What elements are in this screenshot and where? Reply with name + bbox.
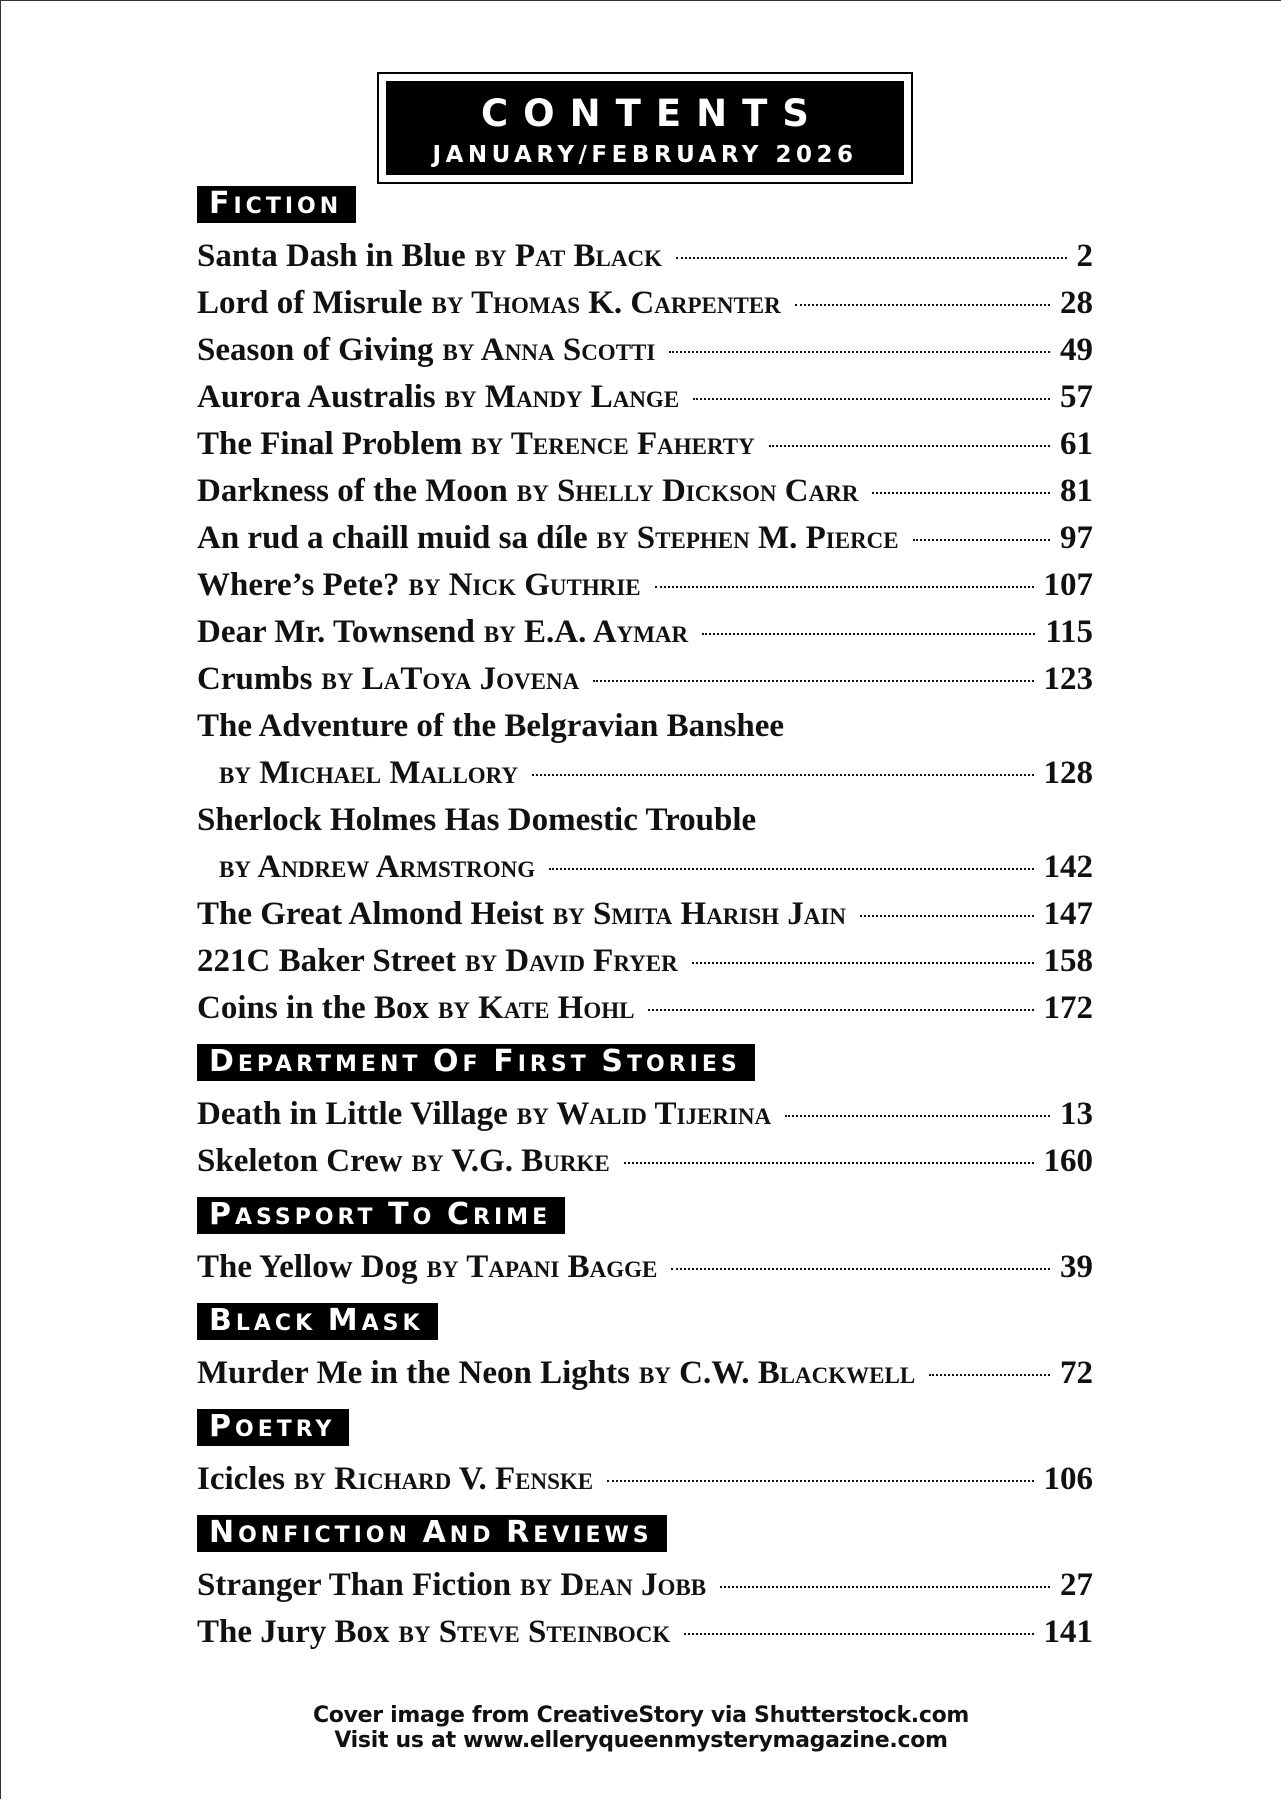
story-title: Murder Me in the Neon Lights xyxy=(197,1355,630,1391)
story-author: by Stephen M. Pierce xyxy=(596,520,899,556)
page-number: 27 xyxy=(1060,1567,1093,1603)
page-number: 97 xyxy=(1060,520,1093,556)
toc-entry[interactable] xyxy=(197,656,1093,703)
story-title: Dear Mr. Townsend xyxy=(197,614,475,650)
dot-leader xyxy=(702,633,1035,635)
dot-leader xyxy=(860,915,1034,917)
toc-entry-author-line[interactable] xyxy=(197,750,1093,797)
toc-entry[interactable] xyxy=(197,468,1093,515)
section-label-first-stories: DEPARTMENT OF FIRST STORIES xyxy=(197,1044,755,1081)
section-label-black-mask: BLACK MASK xyxy=(197,1303,438,1340)
page-number: 2 xyxy=(1076,238,1093,274)
story-title: Darkness of the Moon xyxy=(197,473,508,509)
story-author: by Walid Tijerina xyxy=(516,1096,772,1132)
section-gap xyxy=(197,1552,1093,1562)
page-number: 13 xyxy=(1060,1096,1093,1132)
story-author: by E.A. Aymar xyxy=(483,614,689,650)
story-author: by V.G. Burke xyxy=(411,1143,610,1179)
story-author: by Michael Mallory xyxy=(219,755,519,791)
page-number: 128 xyxy=(1043,755,1093,791)
story-author: by David Fryer xyxy=(465,943,678,979)
dot-leader xyxy=(720,1586,1050,1588)
dot-leader xyxy=(769,445,1050,447)
toc-entry[interactable] xyxy=(197,891,1093,938)
page-number: 142 xyxy=(1043,849,1093,885)
dot-leader xyxy=(693,398,1050,400)
dot-leader xyxy=(684,1633,1033,1635)
page-number: 106 xyxy=(1043,1461,1093,1497)
toc-entry[interactable] xyxy=(197,1609,1093,1656)
toc-entry-title-line[interactable] xyxy=(197,797,1093,844)
story-author: by Pat Black xyxy=(474,238,663,274)
page-number: 123 xyxy=(1043,661,1093,697)
section-gap xyxy=(197,1185,1093,1197)
dot-leader xyxy=(607,1480,1033,1482)
story-author: by Kate Hohl xyxy=(437,990,635,1026)
toc-entry[interactable] xyxy=(197,1350,1093,1397)
story-author: by Mandy Lange xyxy=(444,379,680,415)
story-author: by Thomas K. Carpenter xyxy=(431,285,781,321)
toc-entry[interactable] xyxy=(197,515,1093,562)
page-number: 39 xyxy=(1060,1249,1093,1285)
section-gap xyxy=(197,1234,1093,1244)
story-title: The Yellow Dog xyxy=(197,1249,418,1285)
contents-header xyxy=(377,72,913,184)
story-author: by Richard V. Fenske xyxy=(293,1461,594,1497)
story-title: Death in Little Village xyxy=(197,1096,508,1132)
table-of-contents xyxy=(197,186,1093,1656)
page-number: 57 xyxy=(1060,379,1093,415)
section-gap xyxy=(197,1340,1093,1350)
toc-entry[interactable] xyxy=(197,421,1093,468)
section-label-fiction: FICTION xyxy=(197,186,356,223)
story-title: The Final Problem xyxy=(197,426,463,462)
dot-leader xyxy=(593,680,1033,682)
dot-leader xyxy=(532,774,1033,776)
story-author: by C.W. Blackwell xyxy=(638,1355,916,1391)
section-gap xyxy=(197,1503,1093,1515)
story-author: by Shelly Dickson Carr xyxy=(516,473,859,509)
toc-entry[interactable] xyxy=(197,233,1093,280)
footer xyxy=(0,1703,1282,1753)
story-author: by Tapani Bagge xyxy=(426,1249,658,1285)
story-title: Crumbs xyxy=(197,661,313,697)
page-number: 160 xyxy=(1043,1143,1093,1179)
story-author: by Anna Scotti xyxy=(442,332,656,368)
page-number: 141 xyxy=(1043,1614,1093,1650)
dot-leader xyxy=(795,304,1050,306)
dot-leader xyxy=(648,1009,1033,1011)
page-number: 107 xyxy=(1043,567,1093,603)
section-gap xyxy=(197,1397,1093,1409)
toc-entry[interactable] xyxy=(197,1456,1093,1503)
section-label-poetry: POETRY xyxy=(197,1409,349,1446)
page-number: 172 xyxy=(1043,990,1093,1026)
page-number: 49 xyxy=(1060,332,1093,368)
story-title: Coins in the Box xyxy=(197,990,429,1026)
cover-credit: Cover image from CreativeStory via Shutterstock.com xyxy=(312,1703,970,1728)
dot-leader xyxy=(669,351,1050,353)
story-author: by Nick Guthrie xyxy=(408,567,641,603)
toc-entry[interactable] xyxy=(197,985,1093,1032)
section-label-passport: PASSPORT TO CRIME xyxy=(197,1197,565,1234)
story-author: by Smita Harish Jain xyxy=(552,896,846,932)
website-link[interactable]: Visit us at www.elleryqueenmysterymagazine.com xyxy=(334,1728,948,1753)
toc-entry[interactable] xyxy=(197,1244,1093,1291)
toc-entry[interactable] xyxy=(197,327,1093,374)
story-author: by Dean Jobb xyxy=(520,1567,707,1603)
section-gap xyxy=(197,1032,1093,1044)
story-title: Aurora Australis xyxy=(197,379,436,415)
story-author: by Steve Steinbock xyxy=(398,1614,671,1650)
story-title: 221C Baker Street xyxy=(197,943,457,979)
page-number: 115 xyxy=(1045,614,1093,650)
dot-leader xyxy=(692,962,1034,964)
section-gap xyxy=(197,1446,1093,1456)
toc-entry[interactable] xyxy=(197,280,1093,327)
section-gap xyxy=(197,1081,1093,1091)
story-title: An rud a chaill muid sa díle xyxy=(197,520,588,556)
dot-leader xyxy=(785,1115,1050,1117)
story-title: Stranger Than Fiction xyxy=(197,1567,512,1603)
page-title: CONTENTS xyxy=(481,92,824,135)
toc-entry[interactable] xyxy=(197,1138,1093,1185)
story-title: The Jury Box xyxy=(197,1614,390,1650)
page-number: 28 xyxy=(1060,285,1093,321)
page-number: 81 xyxy=(1060,473,1093,509)
toc-entry[interactable] xyxy=(197,1091,1093,1138)
toc-entry-author-line[interactable] xyxy=(197,844,1093,891)
toc-entry-title-line[interactable] xyxy=(197,703,1093,750)
story-title: Sherlock Holmes Has Domestic Trouble xyxy=(197,802,757,838)
dot-leader xyxy=(624,1162,1034,1164)
page-number: 61 xyxy=(1060,426,1093,462)
section-gap xyxy=(197,1291,1093,1303)
page-number: 147 xyxy=(1043,896,1093,932)
section-label-nonfiction: NONFICTION AND REVIEWS xyxy=(197,1515,667,1552)
story-title: Icicles xyxy=(197,1461,285,1497)
page-number: 72 xyxy=(1060,1355,1093,1391)
story-author: by Terence Faherty xyxy=(471,426,755,462)
page-number: 158 xyxy=(1043,943,1093,979)
story-title: The Adventure of the Belgravian Banshee xyxy=(197,708,784,744)
section-gap xyxy=(197,223,1093,233)
dot-leader xyxy=(549,868,1033,870)
story-title: Skeleton Crew xyxy=(197,1143,403,1179)
toc-entry[interactable] xyxy=(197,609,1093,656)
story-title: Where’s Pete? xyxy=(197,567,400,603)
toc-entry[interactable] xyxy=(197,1562,1093,1609)
story-title: Santa Dash in Blue xyxy=(197,238,466,274)
dot-leader xyxy=(676,257,1066,259)
toc-entry[interactable] xyxy=(197,374,1093,421)
story-title: The Great Almond Heist xyxy=(197,896,544,932)
toc-entry[interactable] xyxy=(197,938,1093,985)
dot-leader xyxy=(872,492,1050,494)
story-title: Season of Giving xyxy=(197,332,434,368)
story-title: Lord of Misrule xyxy=(197,285,423,321)
story-author: by Andrew Armstrong xyxy=(219,849,536,885)
toc-entry[interactable] xyxy=(197,562,1093,609)
issue-date: JANUARY/FEBRUARY 2026 xyxy=(432,142,858,168)
dot-leader xyxy=(913,539,1050,541)
contents-header-box xyxy=(386,81,904,175)
dot-leader xyxy=(929,1374,1050,1376)
dot-leader xyxy=(671,1268,1050,1270)
dot-leader xyxy=(655,586,1034,588)
story-author: by LaToya Jovena xyxy=(321,661,580,697)
